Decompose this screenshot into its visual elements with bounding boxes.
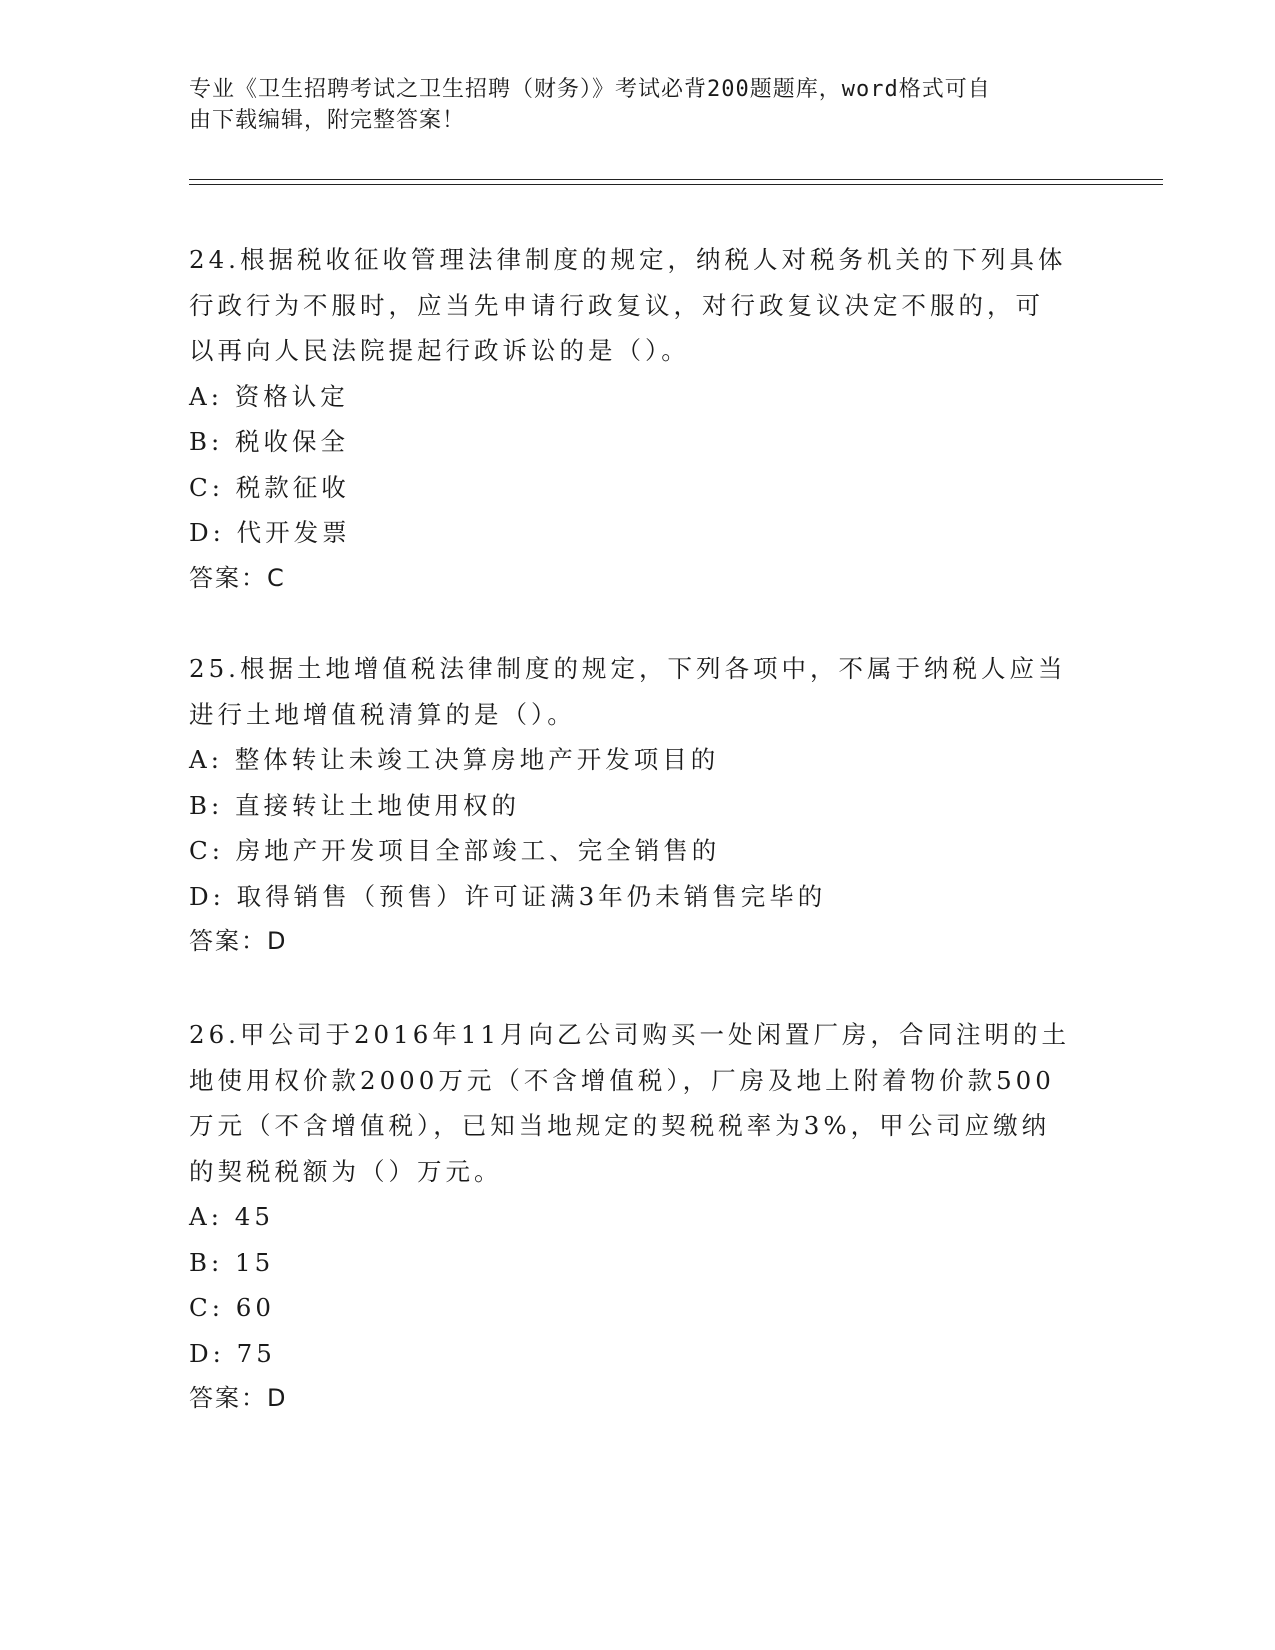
question-24	[189, 237, 1089, 601]
option-c: C: 60	[189, 1293, 275, 1322]
option-a: A: 整体转让未竣工决算房地产开发项目的	[189, 745, 720, 774]
question-stem	[189, 1012, 1089, 1194]
header-divider-top	[189, 179, 1163, 180]
header-divider-bottom	[189, 184, 1163, 185]
option-d: D: 取得销售（预售）许可证满3年仍未销售完毕的	[189, 881, 827, 911]
option-a: A: 45	[189, 1202, 274, 1231]
option-d: D: 75	[189, 1338, 276, 1368]
question-stem-line: 万元（不含增值税），已知当地规定的契税税率为3%，甲公司应缴纳	[189, 1111, 1051, 1140]
question-26	[189, 1012, 1089, 1422]
answer-label: 答案：D	[189, 927, 288, 955]
question-stem	[189, 646, 1089, 737]
answer-label: 答案：D	[189, 1384, 288, 1412]
option-a: A: 资格认定	[189, 381, 349, 411]
option-b: B: 15	[189, 1247, 275, 1277]
header-line-1: 专业《卫生招聘考试之卫生招聘（财务）》考试必背200题题库，word格式可自	[189, 77, 991, 102]
option-d: D: 代开发票	[189, 518, 351, 547]
document-header	[189, 74, 1089, 136]
option-c: C: 房地产开发项目全部竣工、完全销售的	[189, 836, 721, 865]
option-c: C: 税款征收	[189, 472, 350, 502]
question-stem-line: 进行土地增值税清算的是（）。	[189, 699, 576, 729]
question-stem-line: 以再向人民法院提起行政诉讼的是（）。	[189, 336, 690, 365]
question-stem-line: 地使用权价款2000万元（不含增值税），厂房及地上附着物价款500	[189, 1065, 1055, 1095]
question-25	[189, 646, 1089, 965]
question-stem-line: 的契税税额为（）万元。	[189, 1156, 503, 1186]
question-stem-line: 24.根据税收征收管理法律制度的规定，纳税人对税务机关的下列具体	[189, 245, 1067, 274]
option-b: B: 直接转让土地使用权的	[189, 790, 521, 820]
header-line-2: 由下载编辑，附完整答案！	[189, 108, 466, 133]
question-stem-line: 25.根据土地增值税法律制度的规定，下列各项中，不属于纳税人应当	[189, 654, 1067, 683]
question-stem	[189, 237, 1089, 374]
question-stem-line: 26.甲公司于2016年11月向乙公司购买一处闲置厂房，合同注明的土	[189, 1020, 1070, 1049]
answer-label: 答案：C	[189, 563, 286, 592]
question-stem-line: 行政行为不服时，应当先申请行政复议，对行政复议决定不服的，可	[189, 290, 1044, 320]
option-b: B: 税收保全	[189, 427, 350, 456]
